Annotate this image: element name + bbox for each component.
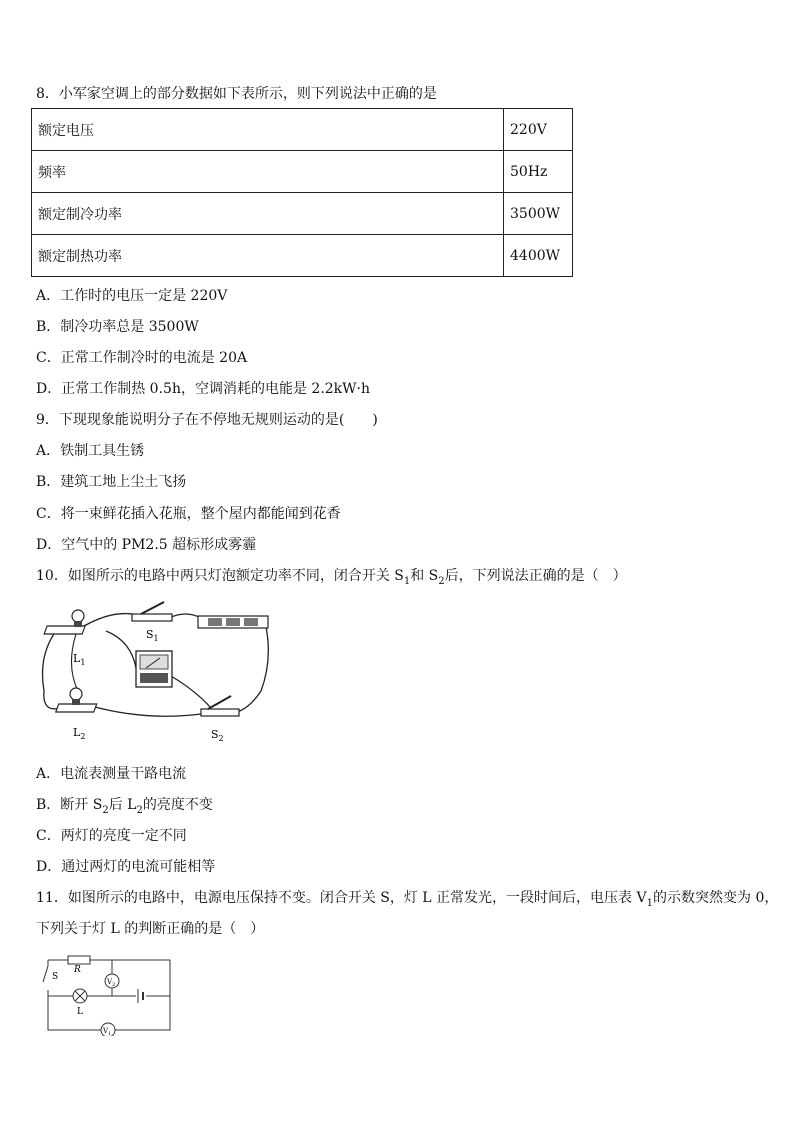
q11-stem-part: 11．如图所示的电路中，电源电压保持不变。闭合开关 S，灯 L 正常发光，一段时间后，电压表 V bbox=[36, 890, 647, 906]
q9-stem: 9．下现现象能说明分子在不停地无规则运动的是( ) bbox=[36, 412, 378, 428]
q9-option-b: B．建筑工地上尘土飞扬 bbox=[36, 474, 187, 490]
q10-stem-part: 和 S bbox=[410, 568, 439, 584]
q9-option-a: A．铁制工具生锈 bbox=[36, 443, 145, 459]
table-row bbox=[32, 235, 573, 277]
q10-stem-sub: 2 bbox=[438, 575, 445, 587]
battery-icon bbox=[136, 988, 146, 1004]
lamp-l2-icon bbox=[56, 688, 97, 712]
label-r: R bbox=[74, 965, 81, 975]
q11-circuit-figure bbox=[40, 952, 180, 1036]
table-cell-value: 50Hz bbox=[504, 151, 573, 193]
table-row bbox=[32, 151, 573, 193]
switch-s1-icon bbox=[132, 602, 172, 621]
q10-option-a: A．电流表测量干路电流 bbox=[36, 766, 187, 782]
table-cell-label: 额定制冷功率 bbox=[32, 193, 504, 235]
q11-stem bbox=[36, 887, 778, 909]
table-cell-label: 额定电压 bbox=[32, 109, 504, 151]
q10-option-b-sub: 2 bbox=[102, 804, 109, 816]
q11-stem-sub: 1 bbox=[646, 897, 653, 909]
svg-text:V1: $V_1$ bbox=[103, 1027, 112, 1036]
q8-stem: 8．小军家空调上的部分数据如下表所示，则下列说法中正确的是 bbox=[36, 86, 437, 102]
q11-stem-line2: 下列关于灯 L 的判断正确的是（ ） bbox=[36, 921, 265, 937]
q10-option-d: D．通过两灯的电流可能相等 bbox=[36, 859, 216, 875]
label-l1: $L_1$ bbox=[73, 652, 86, 667]
q10-option-b-part: 的亮度不变 bbox=[142, 797, 213, 813]
table-cell-value: 220V bbox=[504, 109, 573, 151]
voltmeter-v1-icon bbox=[101, 1023, 115, 1036]
q10-option-b bbox=[36, 794, 213, 816]
resistor-icon bbox=[68, 956, 90, 964]
table-row bbox=[32, 109, 573, 151]
q8-option-b: B．制冷功率总是 3500W bbox=[36, 319, 199, 335]
ammeter-icon bbox=[136, 651, 172, 687]
lamp-l-icon bbox=[73, 989, 87, 1003]
q10-option-c: C．两灯的亮度一定不同 bbox=[36, 828, 187, 844]
q10-stem-sub: 1 bbox=[403, 575, 411, 587]
label-s1: $S_1$ bbox=[146, 628, 159, 643]
q8-option-a: A．工作时的电压一定是 220V bbox=[36, 288, 228, 304]
voltmeter-v2-icon bbox=[105, 974, 119, 988]
label-s2: $S_2$ bbox=[211, 728, 224, 743]
q9-option-d: D．空气中的 PM2.5 超标形成雾霾 bbox=[36, 537, 257, 553]
battery-icon bbox=[198, 616, 268, 628]
spec-table bbox=[31, 108, 573, 277]
q9-option-c: C．将一束鲜花插入花瓶，整个屋内都能闻到花香 bbox=[36, 506, 341, 522]
svg-text:V2: $V_2$ bbox=[107, 978, 116, 988]
q8-option-c: C．正常工作制冷时的电流是 20A bbox=[36, 350, 248, 366]
table-cell-value: 4400W bbox=[504, 235, 573, 277]
table-cell-label: 频率 bbox=[32, 151, 504, 193]
q10-option-b-part: B．断开 S bbox=[36, 797, 103, 813]
q10-option-b-part: 后 L bbox=[108, 797, 137, 813]
q10-stem-part: 10．如图所示的电路中两只灯泡额定功率不同，闭合开关 S bbox=[36, 568, 404, 584]
q10-stem-part: 后，下列说法正确的是（ ） bbox=[444, 568, 627, 584]
switch-s2-icon bbox=[201, 696, 239, 716]
lamp-l1-icon bbox=[44, 610, 85, 634]
q10-circuit-figure bbox=[36, 596, 286, 746]
q10-stem bbox=[36, 565, 627, 587]
q11-stem-part: 的示数突然变为 0， bbox=[653, 890, 779, 906]
label-l: L bbox=[77, 1007, 83, 1017]
table-cell-value: 3500W bbox=[504, 193, 573, 235]
switch-s-icon bbox=[43, 966, 52, 990]
table-row bbox=[32, 193, 573, 235]
label-s: S bbox=[52, 972, 59, 982]
q10-option-b-sub: 2 bbox=[136, 804, 143, 816]
q8-option-d: D．正常工作制热 0.5h，空调消耗的电能是 2.2kW·h bbox=[36, 381, 371, 397]
table-cell-label: 额定制热功率 bbox=[32, 235, 504, 277]
label-l2: $L_2$ bbox=[73, 726, 86, 741]
